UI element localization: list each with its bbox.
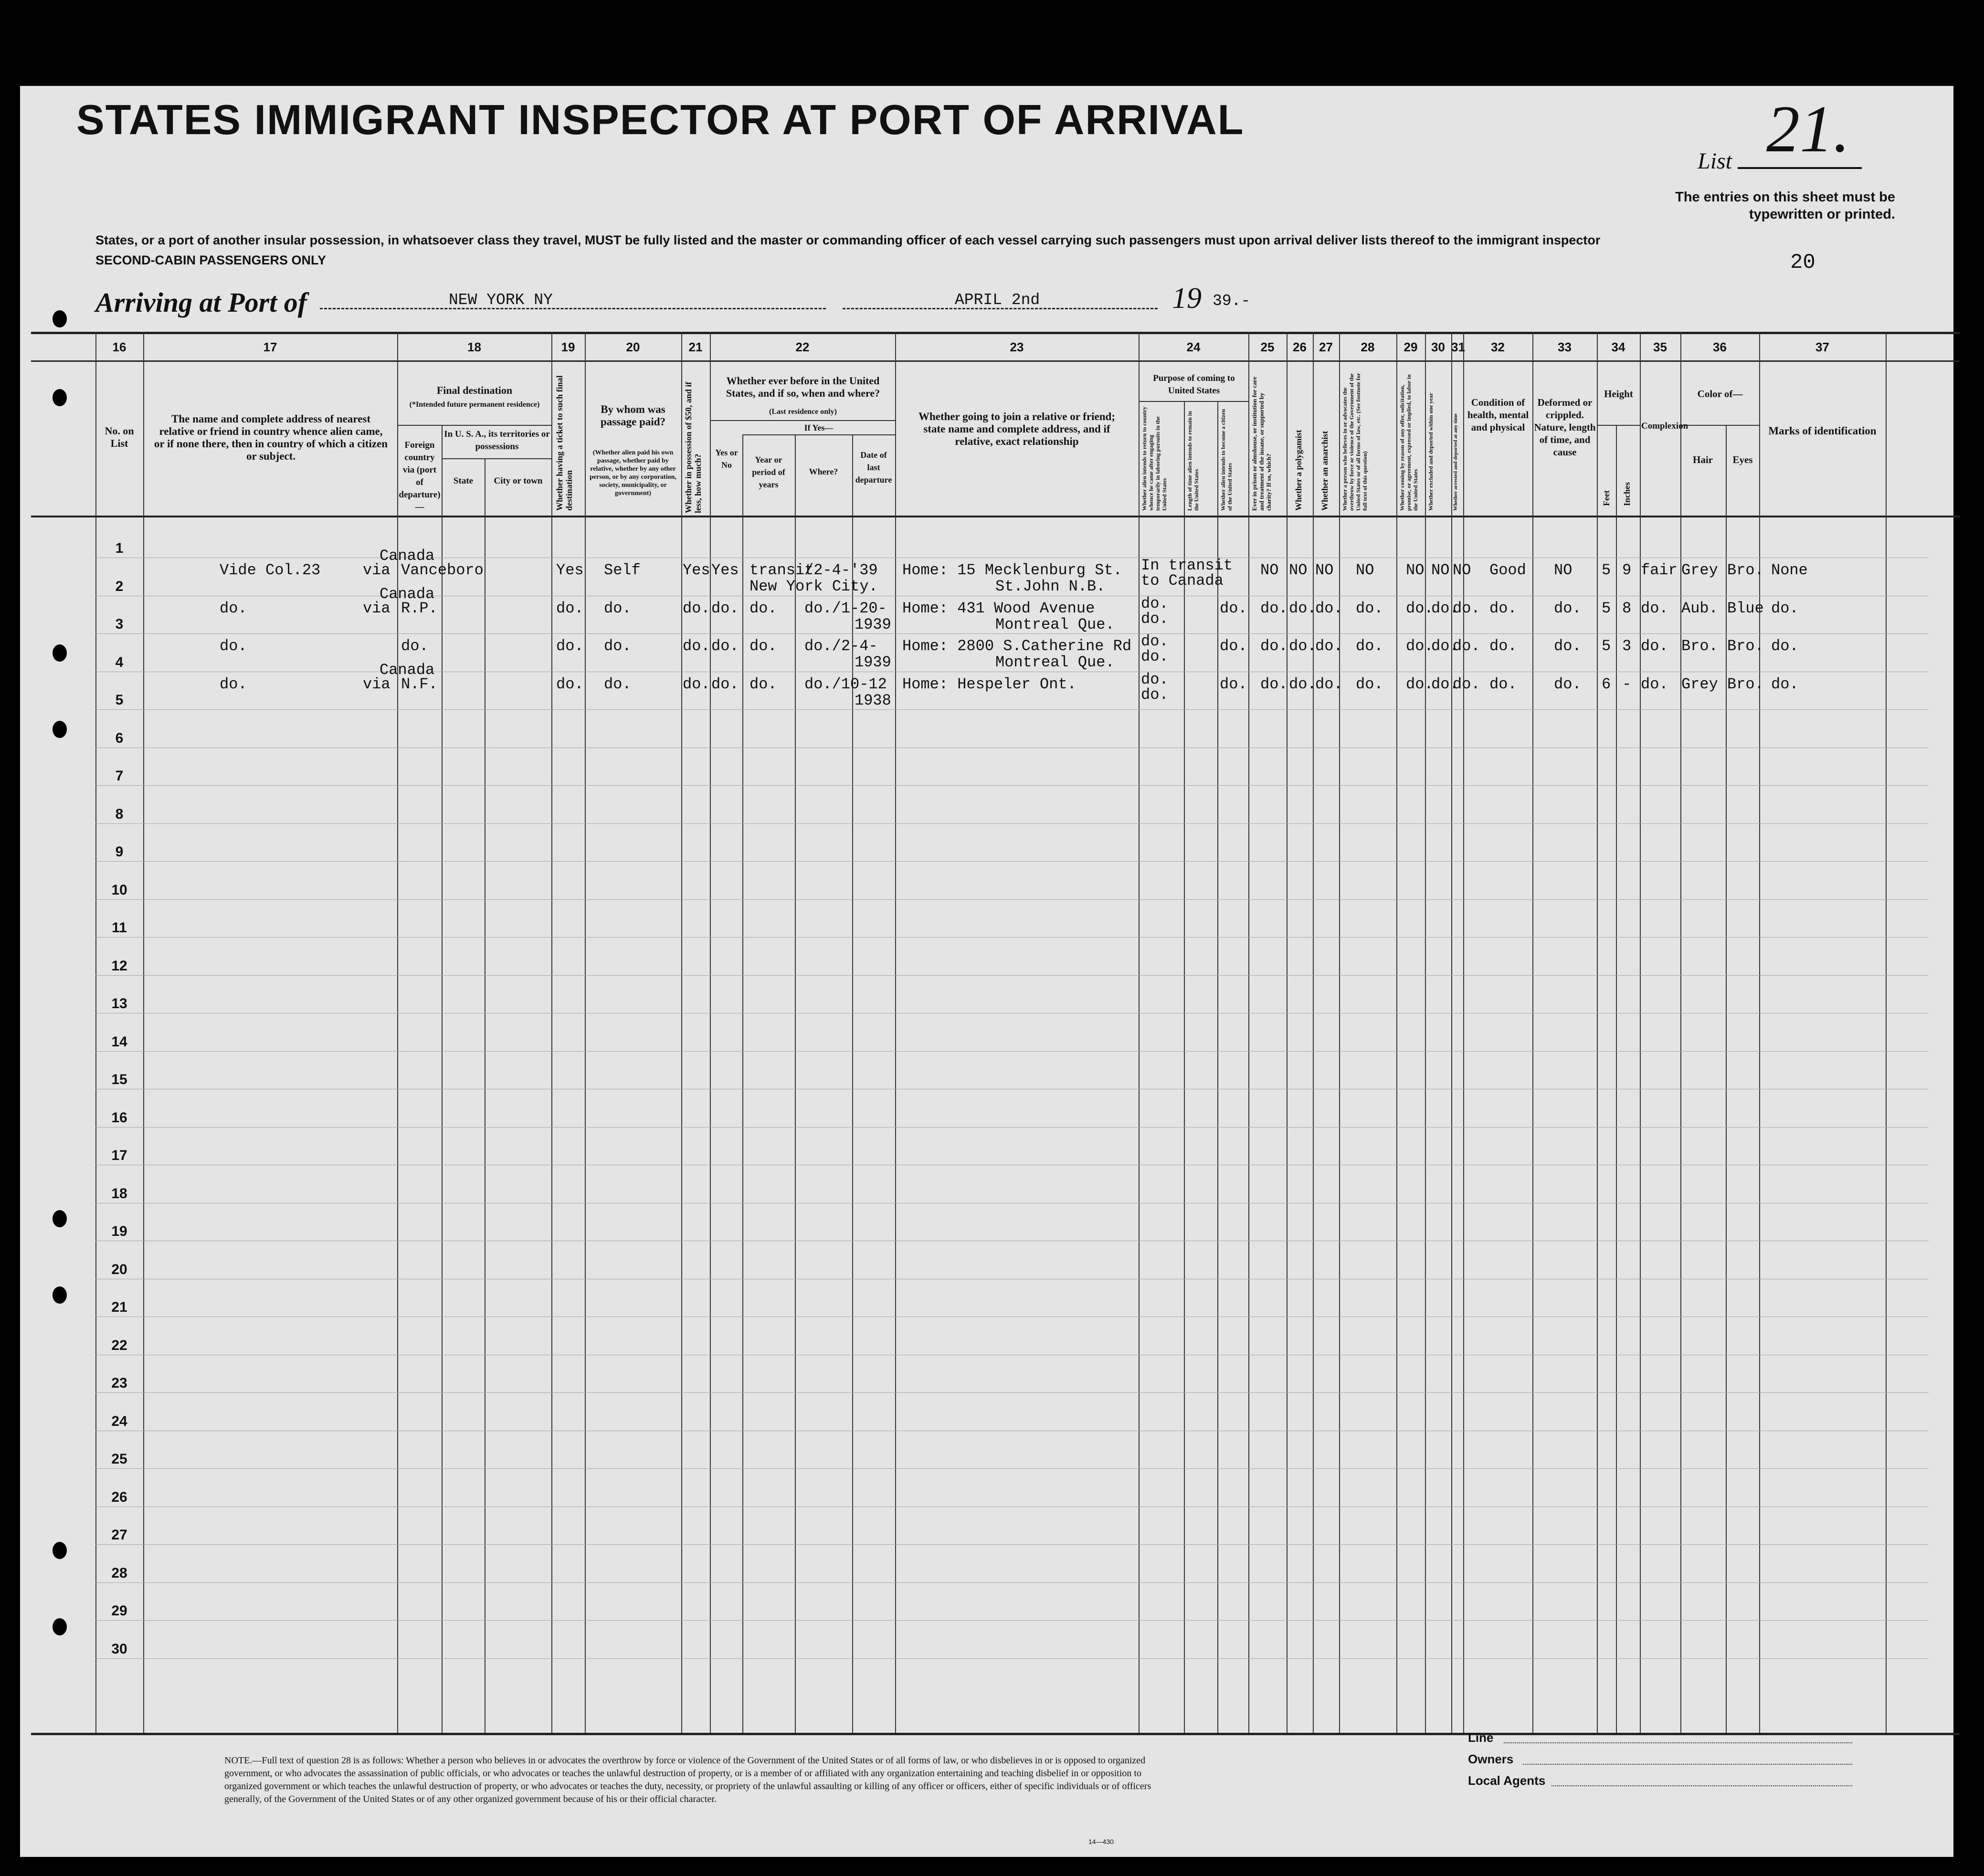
col-number: 29 [1404,340,1418,354]
inches-cell: - [1622,675,1632,693]
deformed-cell: do. [1554,600,1582,617]
excluded-cell: do. [1431,637,1459,655]
departure-date-cell: do./1-20- [804,600,887,617]
city-cell: N.F. [401,675,438,693]
header-state: State [453,476,474,486]
header-arrested: Whether arrested and deported at any time [1453,413,1458,511]
header-if-yes: If Yes— [804,423,834,432]
city-cell: Vanceboro [401,561,484,579]
page-title: STATES IMMIGRANT INSPECTOR AT PORT OF ARRIVAL [76,96,1245,143]
complexion-cell: do. [1641,675,1668,693]
row-number: 8 [115,806,124,822]
row-number: 20 [111,1261,127,1277]
row-rule [95,1582,1929,1583]
col-number: 27 [1319,340,1333,354]
punch-hole [53,644,67,662]
rule [1597,425,1640,426]
money-cell: do. [683,600,710,617]
row-number: 12 [111,958,127,974]
join-relative-cell: Home: Hespeler Ont. [902,675,1076,693]
col-number: 36 [1713,340,1727,354]
port-line [320,308,826,309]
column-rule [1640,332,1641,1733]
row-number: 29 [111,1603,127,1619]
header-deformed: Deformed or crippled. Nature, length of time, and cause [1534,397,1596,458]
row-number: 28 [111,1565,127,1581]
complexion-cell: do. [1641,637,1668,655]
header-city: City or town [494,476,543,486]
header-foreign-country: Foreign country via (port of departure)— [399,440,441,512]
ticket-cell: do. [556,675,584,693]
header-money: Whether in possession of $50, and if less, how much? [684,381,703,513]
join-relative-cell: Home: 431 Wood Avenue [902,600,1095,617]
passage-paid-cell: do. [604,675,632,693]
col-number: 33 [1558,340,1572,354]
offer-labor-cell: do. [1406,637,1434,655]
table-bottom-rule [31,1733,1960,1735]
rule [742,434,895,435]
column-rule [1680,332,1681,1733]
row-number: 18 [111,1185,127,1201]
column-rule [1139,332,1140,1733]
footnote-q28: NOTE.—Full text of question 28 is as follows: Whether a person who believes in or advocates the overthrow by force or violence of the Government of the United States or of all forms of law, or who disbelieves in or is opposed to organized government, or who advocates the assassination of public officials, or who advocates or teaches the unlawful destruction of property, or is a member of or affiliated with any organization entertaining and teaching disbelief in or opposition to organized government or which teaches the unlawful destruction of property, or who advocates or teaches the duty, necessity, or propriety of the unlawful assaulting or killing of any officer or officers, either of specific individuals or of officers generally, of the Government of the United States or of any other organized government because of his or their official character. [224,1755,1151,1804]
header-where: Where? [809,467,838,476]
health-cell: do. [1489,637,1517,655]
hair-cell: Grey [1681,675,1718,693]
hair-cell: Aub. [1681,600,1718,617]
rule [710,420,895,421]
departure-year-cell: 1938 [855,692,891,709]
rule [397,425,551,426]
column-rule [1313,332,1314,1733]
col-number: 25 [1260,340,1275,354]
where-cell: New York City. [749,578,878,595]
row-rule [95,633,1929,634]
column-rule [442,425,443,1733]
punch-hole [53,1286,67,1304]
row-rule [95,709,1929,710]
col-number: 37 [1815,340,1829,354]
column-rule [1184,401,1185,1733]
header-complexion: Complexion [1641,421,1689,431]
row-number: 30 [111,1641,127,1657]
eyes-cell: Bro. [1727,561,1764,579]
relative-cell: do. [220,675,247,693]
row-number: 1 [115,540,124,556]
row-number: 15 [111,1072,127,1087]
deformed-cell: NO [1554,561,1572,579]
row-number: 13 [111,996,127,1012]
header-last-residence: (Last residence only) [769,408,837,416]
col-number: 24 [1186,340,1201,354]
marks-cell: do. [1771,637,1799,655]
punch-hole [53,721,67,738]
col-number: 30 [1431,340,1445,354]
column-rule [585,332,586,1733]
header-ticket: Whether having a ticket to such final destination [555,375,574,511]
row-rule [95,899,1929,900]
column-rule [1597,332,1598,1733]
header-ever-before: Whether ever before in the United States, and if so, when and where? [726,375,880,399]
anarchist-cell: NO [1315,561,1334,579]
ticket-cell: do. [556,600,584,617]
feet-cell: 5 [1602,600,1611,617]
ever-before-cell: do. [711,675,739,693]
passenger-class: SECOND-CABIN PASSENGERS ONLY [95,253,327,267]
row-rule [95,861,1929,862]
passage-paid-cell: Self [604,561,641,579]
foreign-via-cell: via [363,561,390,579]
form-number: 14—430 [1088,1838,1114,1845]
row-rule [95,1392,1929,1393]
row-rule [95,1127,1929,1128]
column-rule [1886,332,1887,1733]
row-rule [95,1544,1929,1545]
header-excluded: Whether excluded and deported within one year [1427,392,1434,511]
row-number: 7 [115,768,124,784]
rule [1680,425,1759,426]
marks-cell: do. [1771,600,1799,617]
hair-cell: Grey [1681,561,1718,579]
header-inches: Inches [1622,482,1632,506]
column-rule [551,332,552,1733]
purpose-cell-3: do. [1220,675,1247,693]
year-cell: do. [749,675,777,693]
row-rule [95,1468,1929,1469]
header-purpose-length: Length of time alien intends to remain in the United States [1186,411,1200,511]
col-number: 23 [1010,340,1024,354]
header-final-destination-sub: (*Intended future permanent residence) [409,400,540,409]
feet-cell: 5 [1602,561,1611,579]
col-number: 22 [795,340,810,354]
row-number: 17 [111,1148,127,1163]
header-color: Color of— [1697,388,1743,400]
header-relative: The name and complete address of nearest relative or friend in country whence alien came, or if none there, then in country of which a citizen or subject. [154,413,388,462]
arrested-cell: do. [1453,637,1480,655]
page-number: 20 [1790,251,1815,274]
header-passage-paid-sub: (Whether alien paid his own passage, whether paid by relative, whether by any other person, or by any corporation, society, municipality, or government) [590,449,676,497]
column-rule [1339,332,1340,1733]
list-number: 21. [1766,92,1850,166]
owners-label: Owners [1468,1752,1514,1766]
col-number: 17 [263,340,277,354]
offer-labor-cell: do. [1406,675,1434,693]
relative-cell: do. [220,637,247,655]
row-number: 3 [115,616,124,632]
year-value: 39.- [1213,292,1251,310]
date-value: APRIL 2nd [955,291,1040,309]
join-relative-cell: Home: 15 Mecklenburg St. [902,561,1122,579]
column-rule [143,332,144,1733]
prison-cell: do. [1260,600,1288,617]
prison-cell: NO [1260,561,1279,579]
polygamist-cell: do. [1289,600,1317,617]
header-join-relative: Whether going to join a relative or friend; state name and complete address, and if relative, exact relationship [918,411,1116,447]
arriving-label: Arriving at Port of [95,287,307,318]
marks-cell: None [1771,561,1808,579]
colnum-rule [31,360,1960,362]
header-q28: Whether a person who believes in or advocates the overthrow by force or violence of the Government of the United States or of all forms of law, etc. (See footnote for full text of this question) [1341,373,1368,511]
ticket-cell: Yes [556,561,584,579]
foreign-country-cell: Canada [380,661,435,679]
column-rule [1726,425,1727,1733]
row-number: 24 [111,1413,127,1429]
row-number: 6 [115,730,124,746]
join-relative-cell: Home: 2800 S.Catherine Rd [902,637,1132,655]
column-rule [1532,332,1533,1733]
health-cell: do. [1489,675,1517,693]
header-health: Condition of health, mental and physical [1467,397,1529,433]
agents-field [1551,1785,1852,1786]
col-number: 35 [1653,340,1667,354]
header-height: Height [1604,388,1633,400]
row-number: 22 [111,1337,127,1353]
foreign-via-cell: via [363,675,390,693]
row-number: 14 [111,1033,127,1050]
row-number: 25 [111,1451,127,1467]
join-relative-cell-2: St.John N.B. [995,578,1106,595]
health-cell: do. [1489,600,1517,617]
complexion-cell: fair [1641,561,1678,579]
column-rule [397,332,398,1733]
punch-hole [53,310,67,327]
q28-cell: do. [1356,600,1383,617]
anarchist-cell: do. [1315,675,1343,693]
col-number: 26 [1293,340,1307,354]
polygamist-cell: do. [1289,675,1317,693]
header-purpose-return: Whether alien intends to return to country whence he came after engaging temporarily in laboring pursuits in the United States [1141,406,1168,511]
header-offer-labor: Whether coming by reason of any offer, solicitation, promise, or agreement, expressed or implied, to labor in the United States [1399,374,1419,511]
year-cell: transit [749,561,814,579]
instructions-text: States, or a port of another insular possession, in whatsoever class they travel, MUST be fully listed and the master or commanding officer of each vessel carrying such passengers must upon arrival deliver lists thereof to the immigrant inspector [95,233,1601,247]
purpose-cell: do. [1141,632,1169,650]
header-hair: Hair [1693,454,1713,465]
column-rule [742,434,743,1733]
column-rule [1248,332,1249,1733]
row-number: 16 [111,1109,127,1126]
header-bottom-rule [31,516,1960,517]
row-rule [95,823,1929,824]
inches-cell: 8 [1622,600,1632,617]
money-cell: Yes [683,561,710,579]
row-rule [95,937,1929,938]
purpose-cell-2: do. [1141,648,1169,665]
header-final-destination: Final destination [436,384,513,396]
agents-label: Local Agents [1468,1773,1546,1788]
join-relative-cell-2: Montreal Que. [995,653,1115,671]
inches-cell: 9 [1622,561,1632,579]
purpose-cell: do. [1141,595,1169,612]
foreign-country-cell: Canada [380,547,435,565]
eyes-cell: Bro. [1727,637,1764,655]
column-rule [1451,332,1452,1733]
q28-cell: NO [1356,561,1374,579]
city-cell: R.P. [401,600,438,617]
header-prison: Ever in prison or almshouse, or institution for care and treatment of the insane, or supported by charity? If so, which? [1251,377,1272,511]
passage-paid-cell: do. [604,637,632,655]
punch-hole [53,1542,67,1559]
entries-note: The entries on this sheet must be typewritten or printed. [1675,190,1895,222]
eyes-cell: Blue [1727,600,1764,617]
header-passage-paid: By whom was passage paid? [600,403,666,428]
q28-cell: do. [1356,675,1383,693]
rule [1139,401,1248,402]
row-number: 11 [112,920,127,936]
arrested-cell: do. [1453,600,1480,617]
purpose-cell-2: do. [1141,686,1169,704]
departure-date-cell: do./10-12 [804,675,887,693]
rule [442,458,551,459]
complexion-cell: do. [1641,600,1668,617]
year-cell: do. [749,637,777,655]
col-number: 18 [467,340,481,354]
column-rule [1616,425,1617,1733]
relative-cell: do. [220,600,247,617]
port-value: NEW YORK NY [449,291,553,309]
punch-hole [53,1210,67,1227]
column-rule [1759,332,1760,1733]
row-rule [95,785,1929,786]
header-usa: In U. S. A., its territories or possessions [444,429,550,452]
purpose-cell-2: do. [1141,610,1169,628]
line-field [1504,1742,1852,1743]
punch-hole [53,1618,67,1635]
purpose-cell: do. [1141,671,1169,688]
column-rule [852,434,853,1733]
col-number: 28 [1361,340,1375,354]
anarchist-cell: do. [1315,600,1343,617]
col-number: 21 [688,340,703,354]
ticket-cell: do. [556,637,584,655]
marks-cell: do. [1771,675,1799,693]
relative-cell: Vide Col.23 [220,561,321,579]
row-number: 2 [115,578,124,594]
header-eyes: Eyes [1732,454,1753,465]
row-number: 21 [111,1299,127,1315]
feet-cell: 5 [1602,637,1611,655]
departure-year-cell: 1939 [855,616,891,633]
ever-before-cell: do. [711,600,739,617]
deformed-cell: do. [1554,637,1582,655]
header-polygamist: Whether a polygamist [1294,430,1303,511]
column-rule [710,332,711,1733]
foreign-via-cell: via [363,600,390,617]
purpose-cell-3: do. [1220,637,1247,655]
inches-cell: 3 [1622,637,1632,655]
table-top-rule [31,332,1960,334]
header-year: Year or period of years [752,455,785,489]
header-no-on-list: No. on List [105,425,134,449]
foreign-country-cell: Canada [380,585,435,603]
offer-labor-cell: NO [1406,561,1425,579]
purpose-cell: In transit [1141,557,1233,574]
excluded-cell: NO [1431,561,1450,579]
column-rule [1463,332,1464,1733]
polygamist-cell: do. [1289,637,1317,655]
polygamist-cell: NO [1289,561,1308,579]
list-label: List [1698,148,1732,174]
col-number: 31 [1451,340,1465,354]
departure-date-cell: do./2-4- [804,637,878,655]
year-prefix: 19 [1172,282,1202,315]
row-rule [95,1620,1929,1621]
row-number: 26 [111,1489,127,1505]
anarchist-cell: do. [1315,637,1343,655]
departure-year-cell: 1939 [855,653,891,671]
row-number: 5 [115,692,124,708]
purpose-cell-2: to Canada [1141,572,1224,590]
row-number: 27 [111,1527,127,1543]
arrested-cell: NO [1453,561,1471,579]
prison-cell: do. [1260,675,1288,693]
row-rule [95,1658,1929,1659]
column-rule [895,332,896,1733]
hair-cell: Bro. [1681,637,1718,655]
row-number: 9 [115,844,124,860]
header-purpose-citizen: Whether alien intends to become a citizen of the United States [1220,409,1233,511]
column-rule [1425,332,1426,1733]
col-number: 20 [626,340,640,354]
health-cell: Good [1489,561,1526,579]
col-number: 34 [1611,340,1625,354]
money-cell: do. [683,675,710,693]
passage-paid-cell: do. [604,600,632,617]
row-number: 23 [111,1375,127,1391]
line-label: Line [1468,1730,1494,1745]
offer-labor-cell: do. [1406,600,1434,617]
row-number: 4 [115,654,124,670]
departure-date-cell: /2-4-'39 [804,561,878,579]
header-purpose: Purpose of coming to United States [1153,373,1235,396]
col-number: 32 [1491,340,1505,354]
header-anarchist: Whether an anarchist [1320,431,1330,511]
row-rule [95,1051,1929,1052]
city-cell: do. [401,637,429,655]
prison-cell: do. [1260,637,1288,655]
feet-cell: 6 [1602,675,1611,693]
year-cell: do. [749,600,777,617]
purpose-cell-3: do. [1220,600,1247,617]
header-yes-no: Yes or No [715,448,738,470]
column-rule [1217,401,1218,1733]
ever-before-cell: Yes [711,561,739,579]
deformed-cell: do. [1554,675,1582,693]
header-marks: Marks of identification [1768,425,1877,437]
eyes-cell: Bro. [1727,675,1764,693]
row-rule [95,975,1929,976]
excluded-cell: do. [1431,600,1459,617]
excluded-cell: do. [1431,675,1459,693]
column-rule [795,434,796,1733]
header-date-departure: Date of last departure [855,450,892,485]
q28-cell: do. [1356,637,1383,655]
punch-hole [53,389,67,406]
join-relative-cell-2: Montreal Que. [995,616,1115,633]
col-number: 16 [112,340,127,354]
arrested-cell: do. [1453,675,1480,693]
col-number: 19 [561,340,575,354]
ever-before-cell: do. [711,637,739,655]
row-number: 19 [111,1223,127,1239]
money-cell: do. [683,637,710,655]
owners-field [1523,1764,1852,1765]
header-feet: Feet [1602,490,1611,506]
column-rule [681,332,682,1733]
column-rule [1396,332,1397,1733]
row-number: 10 [111,882,127,898]
